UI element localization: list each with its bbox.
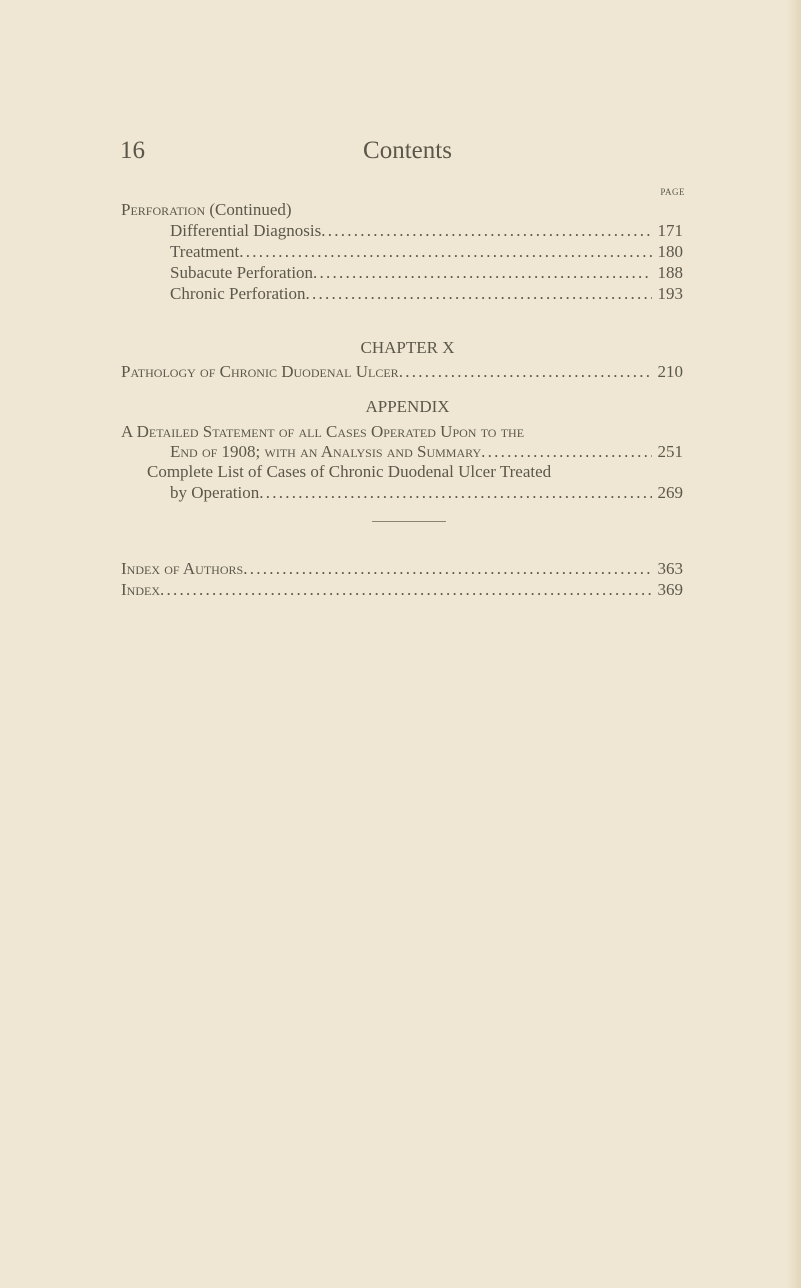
toc-entry[interactable] (121, 558, 683, 579)
toc-entry-page: 180 (657, 242, 683, 261)
chapter-heading: CHAPTER X (360, 338, 455, 357)
toc-entry-title: End of 1908; with an Analysis and Summary (170, 442, 482, 461)
toc-entry-title: Differential Diagnosis (170, 221, 322, 240)
toc-entry[interactable] (121, 579, 683, 600)
divider-rule (372, 521, 446, 522)
toc-entry-title: Subacute Perforation (170, 263, 314, 282)
dot-leader (399, 361, 652, 382)
toc-entry[interactable] (170, 482, 683, 503)
toc-entry-page: 171 (657, 221, 683, 240)
page-number: 16 (120, 137, 145, 164)
toc-entry[interactable] (121, 361, 683, 382)
toc-entry[interactable] (170, 241, 683, 262)
toc-entry[interactable] (170, 262, 683, 283)
dot-leader (481, 441, 651, 462)
section-heading-suffix: (Continued) (205, 200, 292, 219)
toc-entry-title: Chronic Perforation (170, 284, 306, 303)
toc-entry-page: 188 (657, 263, 683, 282)
toc-entry-page: 369 (657, 580, 683, 599)
section-heading (121, 199, 292, 220)
toc-entry-page: 193 (657, 284, 683, 303)
dot-leader (239, 241, 651, 262)
toc-entry-title: Index (121, 580, 160, 599)
section-heading-text: Perforation (121, 200, 206, 219)
dot-leader (160, 579, 652, 600)
toc-entry-page: 251 (657, 442, 683, 461)
toc-entry-title: by Operation (170, 483, 260, 502)
toc-entry-title: Pathology of Chronic Duodenal Ulcer (121, 362, 399, 381)
toc-entry-title-line: Complete List of Cases of Chronic Duodenal Ulcer Treated (147, 462, 552, 481)
appendix-heading: APPENDIX (365, 397, 450, 416)
toc-entry[interactable] (170, 220, 683, 241)
toc-entry[interactable] (170, 441, 683, 462)
toc-entry-page: 269 (657, 483, 683, 502)
page-edge-shadow (787, 0, 801, 1288)
toc-entry-title: Treatment (170, 242, 240, 261)
dot-leader (259, 482, 651, 503)
toc-entry[interactable] (170, 283, 683, 304)
toc-entry-title-line: A Detailed Statement of all Cases Operated Upon to the (121, 422, 525, 441)
page-title: Contents (363, 137, 452, 164)
dot-leader (321, 220, 651, 241)
dot-leader (313, 262, 651, 283)
page-column-label: PAGE (660, 187, 685, 197)
dot-leader (243, 558, 651, 579)
toc-entry-page: 363 (657, 559, 683, 578)
toc-entry-page: 210 (657, 362, 683, 381)
dot-leader (306, 283, 652, 304)
toc-entry-title: Index of Authors (121, 559, 244, 578)
